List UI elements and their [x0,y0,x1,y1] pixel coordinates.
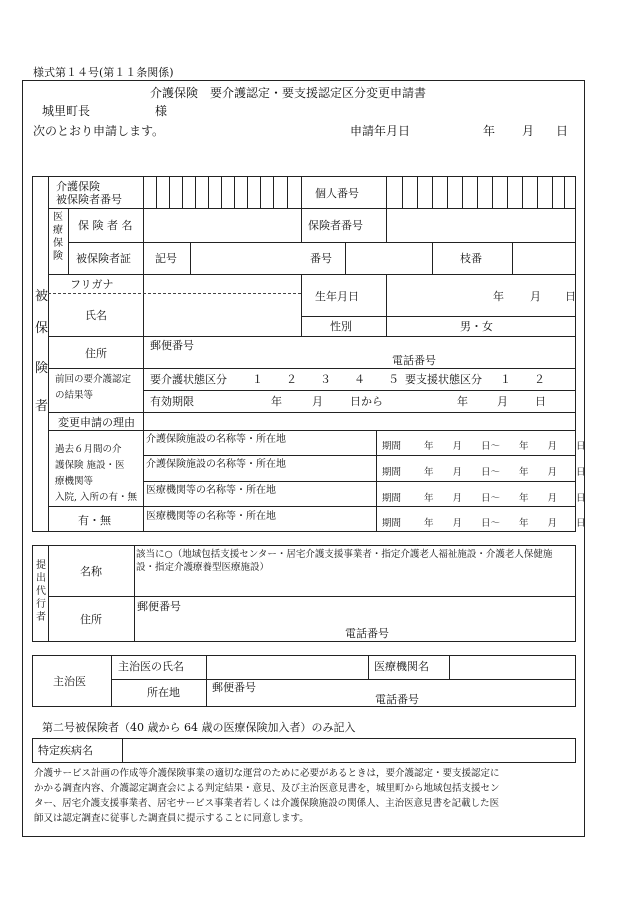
past6-label-3: 療機関等 [55,476,94,487]
consent-line-4: 師又は認定調査に従事した調査員に提示することに同意します。 [34,813,309,824]
facility-row-4: 医療機関等の名称等・所在地 [146,511,276,522]
past6-label-4: 入院, 入所の有・無 [55,492,138,503]
doctor-section [32,655,576,707]
agent-postal-label: 郵便番号 [137,600,181,613]
card-branch-label: 枝番 [460,252,482,265]
second-insured-note: 第二号被保険者（40 歳から 64 歳の医療保険加入者）のみ記入 [42,721,356,734]
phone-label: 電話番号 [392,354,436,367]
insured-side-4: 者 [35,399,49,414]
valid-from-year: 年 [271,395,282,408]
form-title: 介護保険 要介護認定・要支援認定区分変更申請書 [150,86,427,100]
birth-day: 日 [565,290,576,303]
agent-address-label: 住所 [80,613,102,626]
period-range-4: 年 月 日～ 年 月 日 [424,518,586,529]
period-range-1: 年 月 日～ 年 月 日 [424,441,586,452]
consent-line-1: 介護サービス計画の作成等介護保険事業の適切な運営のために必要があるときは，要介護認定・要支援認定に [34,768,500,779]
institution-label: 医療機関名 [374,660,429,673]
insured-side-1: 被 [35,289,49,304]
facility-row-2: 介護保険施設の名称等・所在地 [146,459,286,470]
form-number: 様式第１４号(第１１条関係) [33,66,174,79]
period-range-3: 年 月 日～ 年 月 日 [424,493,586,504]
agent-side-5: 者 [36,612,46,623]
period-label-1: 期間 [382,441,402,452]
consent-line-2: かかる調査内容、介護認定調査会による判定結果・意見、及び主治医意見書を，城里町から地域包括支援セン [34,783,500,794]
gender-options: 男・女 [460,320,493,333]
valid-period-label: 有効期限 [150,395,194,408]
agent-side-4: 行 [36,599,46,610]
facility-row-1: 介護保険施設の名称等・所在地 [146,434,286,445]
care-level-options: １ ２ ３ ４ ５ [252,373,405,386]
insurer-number-label: 保険者番号 [308,219,363,232]
support-level-options: １ ２ [500,373,551,386]
insured-card-label: 被保険者証 [76,252,131,265]
birth-date-label: 生年月日 [315,290,359,303]
agent-side-3: 代 [36,586,46,597]
medical-side-3: 保 [53,238,63,249]
postal-code-label: 郵便番号 [150,339,194,352]
card-symbol-label: 記号 [155,252,177,265]
medical-side-2: 療 [53,225,63,236]
period-label-3: 期間 [382,493,402,504]
facility-row-3: 医療機関等の名称等・所在地 [146,485,276,496]
addressee: 城里町長 [42,104,91,118]
name-label: 氏名 [85,309,107,322]
apply-date-label: 申請年月日 [350,124,411,138]
medical-side-1: 医 [53,212,63,223]
period-label-2: 期間 [382,467,402,478]
period-label-4: 期間 [382,518,402,529]
birth-month: 月 [530,290,541,303]
agent-side-1: 提 [36,560,46,571]
disease-label: 特定疾病名 [38,744,93,757]
prev-result-label-2: の結果等 [55,390,94,401]
agent-applicable-line-1: 該当に○（地域包括支援センター・居宅介護支援事業者・指定介護老人福祉施設・介護老人保健施 [136,549,553,560]
honorific: 様 [155,104,168,118]
yes-no-label: 有・無 [78,514,111,527]
valid-from-day: 日から [350,395,383,408]
apply-month: 月 [522,124,535,138]
valid-to-year: 年 [457,395,468,408]
request-line: 次のとおり申請します。 [33,124,165,138]
agent-phone-label: 電話番号 [345,627,389,640]
prev-result-label-1: 前回の要介護認定 [55,374,132,385]
valid-to-day: 日 [535,395,546,408]
medical-side-4: 険 [53,251,63,262]
insurer-name-label: 保 険 者 名 [78,219,133,232]
past6-label-1: 過去６月間の介 [55,444,122,455]
valid-to-month: 月 [497,395,508,408]
agent-name-label: 名称 [80,565,102,578]
insured-number-label-1: 介護保険 [56,180,100,193]
gender-label: 性別 [330,320,352,333]
doctor-postal-label: 郵便番号 [212,681,256,694]
agent-side-2: 出 [36,573,46,584]
apply-year: 年 [483,124,496,138]
card-number-label: 番号 [310,252,332,265]
furigana-label: フリガナ [70,278,114,291]
doctor-location-label: 所在地 [147,686,180,699]
personal-number-label: 個人番号 [315,187,359,200]
period-range-2: 年 月 日～ 年 月 日 [424,467,586,478]
doctor-label: 主治医 [53,675,86,688]
consent-line-3: ター、居宅介護支援事業者、居宅サービス事業者若しくは介護保険施設の関係人、主治医意見書を記載した医 [34,798,500,809]
insured-number-label-2: 被保険者番号 [56,193,122,206]
address-label: 住所 [85,347,107,360]
doctor-name-label: 主治医の氏名 [118,660,184,673]
birth-year: 年 [493,290,504,303]
insured-side-3: 険 [35,361,49,376]
disease-row [32,738,576,763]
change-reason-label: 変更申請の理由 [58,416,135,429]
care-level-label: 要介護状態区分 [150,373,227,386]
agent-applicable-line-2: 設・指定介護療養型医療施設） [136,562,270,573]
doctor-phone-label: 電話番号 [375,693,419,706]
past6-label-2: 護保険 施設・医 [55,460,125,471]
valid-from-month: 月 [312,395,323,408]
apply-day: 日 [556,124,569,138]
insured-side-2: 保 [35,321,49,336]
support-level-label: 要支援状態区分 [405,373,482,386]
